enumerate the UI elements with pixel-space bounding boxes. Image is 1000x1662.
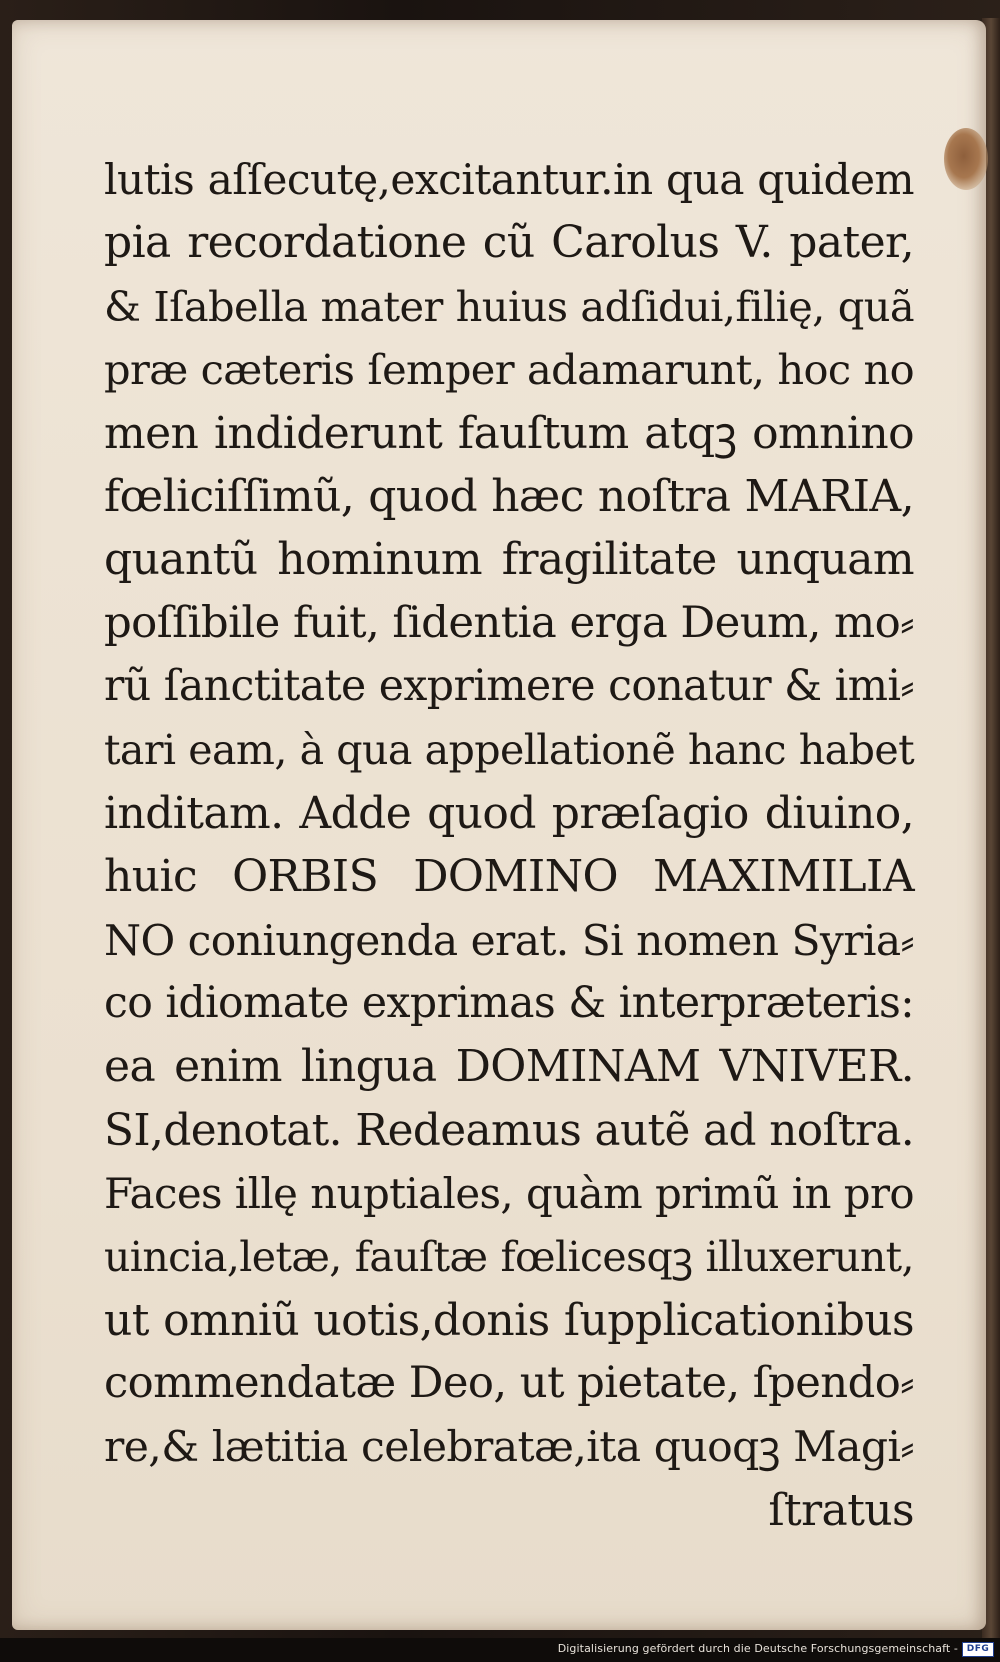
text-line: ut omniũ uotis,donis ſupplicationibus [104,1295,914,1347]
text-line: co idiomate exprimas & interpræteris: [104,978,914,1029]
text-line: Faces illę nuptiales, quàm primũ in pro [104,1169,914,1219]
text-line: NO coniungenda erat. Si nomen Syria⸗ [104,915,914,965]
text-line: lutis aſſecutę,excitantur.in qua quidem [104,155,914,204]
text-line: men indiderunt fauſtum atqꝫ omnino [104,407,914,459]
page-stain [944,128,988,190]
text-line: huic ORBIS DOMINO MAXIMILIA [104,851,914,903]
funding-credit: Digitalisierung gefördert durch die Deutsche Forschungsgemeinschaft - [557,1642,958,1655]
text-line: inditam. Adde quod præſagio diuino, [104,787,914,839]
text-line: poſſibile fuit, ſidentia erga Deum, mo⸗ [104,597,914,648]
dfg-logo: DFG [962,1642,994,1657]
text-line: tari eam, à qua appellationẽ hanc habet [104,725,914,774]
text-line: & Iſabella mater huius adſidui,filię, quã [104,281,914,331]
text-line: re,& lætitia celebratæ,ita quoqꝫ Magi⸗ [104,1422,914,1472]
footer-bar [0,1638,1000,1662]
text-line: SI,denotat. Redeamus autẽ ad noſtra. [104,1104,915,1156]
text-line: fœliciſſimũ, quod hæc noſtra MARIA, [104,470,914,522]
text-line: pia recordatione cũ Carolus V. pater, [104,217,914,269]
text-line: quantũ hominum fragilitate unquam [104,534,914,586]
text-line: præ cæteris ſemper adamarunt, hoc no [104,345,914,395]
text-line: rũ ſanctitate exprimere conatur & imi⸗ [104,661,914,712]
page-text [104,148,914,1543]
text-line: commendatæ Deo, ut pietate, ſpendo⸗ [104,1358,914,1409]
text-line: ea enim lingua DOMINAM VNIVER. [104,1041,914,1093]
text-line: uincia,letæ, fauſtæ fœlicesqꝫ illuxerunt, [104,1232,914,1281]
catchword: ſtratus [768,1485,914,1537]
